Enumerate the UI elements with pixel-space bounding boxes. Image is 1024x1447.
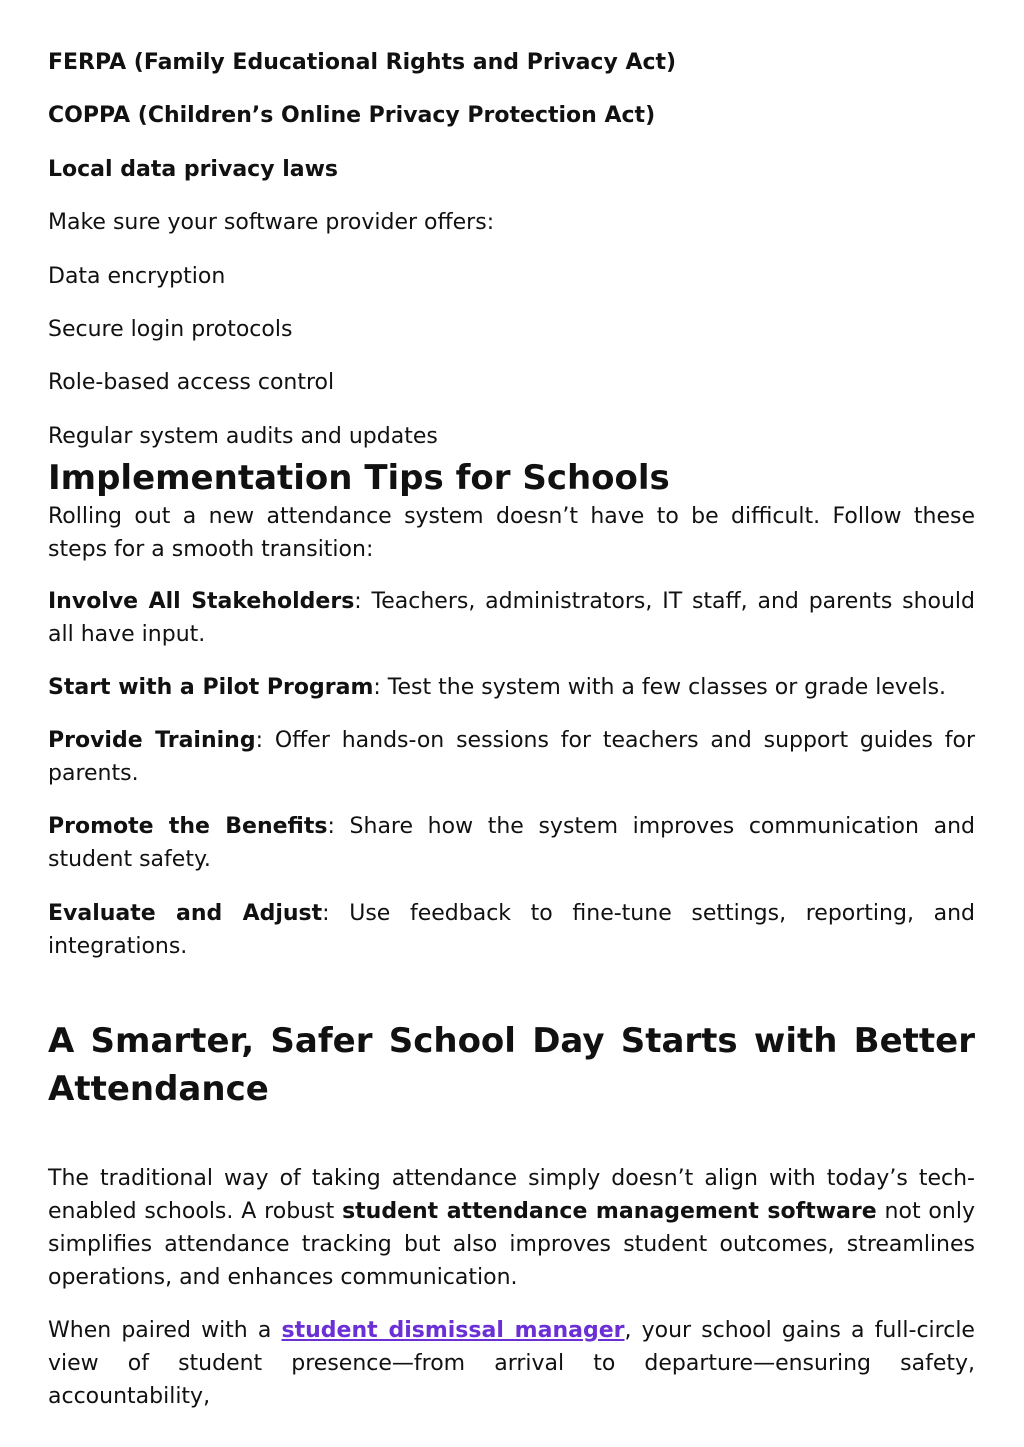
paragraph-text: , your school gains a full-circle view of student presence—from arrival to departure—ensuring safety, accountability, — [48, 1318, 975, 1409]
tip-title: Promote the Benefits — [48, 814, 328, 839]
tip-text: : Share how the system improves communication and student safety. — [48, 814, 975, 872]
provider-feature: Regular system audits and updates — [48, 424, 438, 449]
tip-item — [48, 810, 975, 876]
tip-title: Evaluate and Adjust — [48, 901, 323, 926]
provider-feature: Role-based access control — [48, 370, 335, 395]
tip-text: : Use feedback to fine-tune settings, reporting, and integrations. — [48, 901, 975, 959]
tip-item — [48, 671, 975, 704]
privacy-law-ferpa: FERPA (Family Educational Rights and Privacy Act) — [48, 50, 677, 75]
tip-title: Start with a Pilot Program — [48, 675, 374, 700]
tip-text: : Test the system with a few classes or grade levels. — [373, 675, 947, 700]
paragraph-text: The traditional way of taking attendance simply doesn’t align with today’s tech-enabled schools. A robust — [48, 1166, 975, 1224]
tip-title: Involve All Stakeholders — [48, 589, 355, 614]
paragraph-text: not only simplifies attendance tracking but also improves student outcomes, streamlines operations, and enhances communication. — [48, 1199, 975, 1290]
tip-item — [48, 724, 975, 790]
bold-phrase: student attendance management software — [342, 1199, 877, 1224]
conclusion-heading: A Smarter, Safer School Day Starts with Better Attendance — [48, 1021, 975, 1109]
privacy-law-local: Local data privacy laws — [48, 157, 339, 182]
provider-intro: Make sure your software provider offers: — [48, 210, 495, 235]
tip-text: : Teachers, administrators, IT staff, and parents should all have input. — [48, 589, 975, 647]
student-dismissal-manager-link[interactable]: student dismissal manager — [281, 1318, 625, 1343]
implementation-heading: Implementation Tips for Schools — [48, 458, 670, 498]
implementation-intro: Rolling out a new attendance system doesn’t have to be difficult. Follow these steps for a smooth transition: — [48, 504, 975, 562]
tip-title: Provide Training — [48, 728, 256, 753]
tip-item — [48, 585, 975, 651]
privacy-law-coppa: COPPA (Children’s Online Privacy Protection Act) — [48, 103, 656, 128]
conclusion-paragraph — [48, 1162, 975, 1294]
tip-text: : Offer hands-on sessions for teachers and support guides for parents. — [48, 728, 975, 786]
provider-feature: Secure login protocols — [48, 317, 293, 342]
tip-item — [48, 897, 975, 963]
paragraph-text: When paired with a — [48, 1318, 282, 1343]
dismissal-paragraph — [48, 1314, 975, 1413]
provider-feature: Data encryption — [48, 264, 226, 289]
